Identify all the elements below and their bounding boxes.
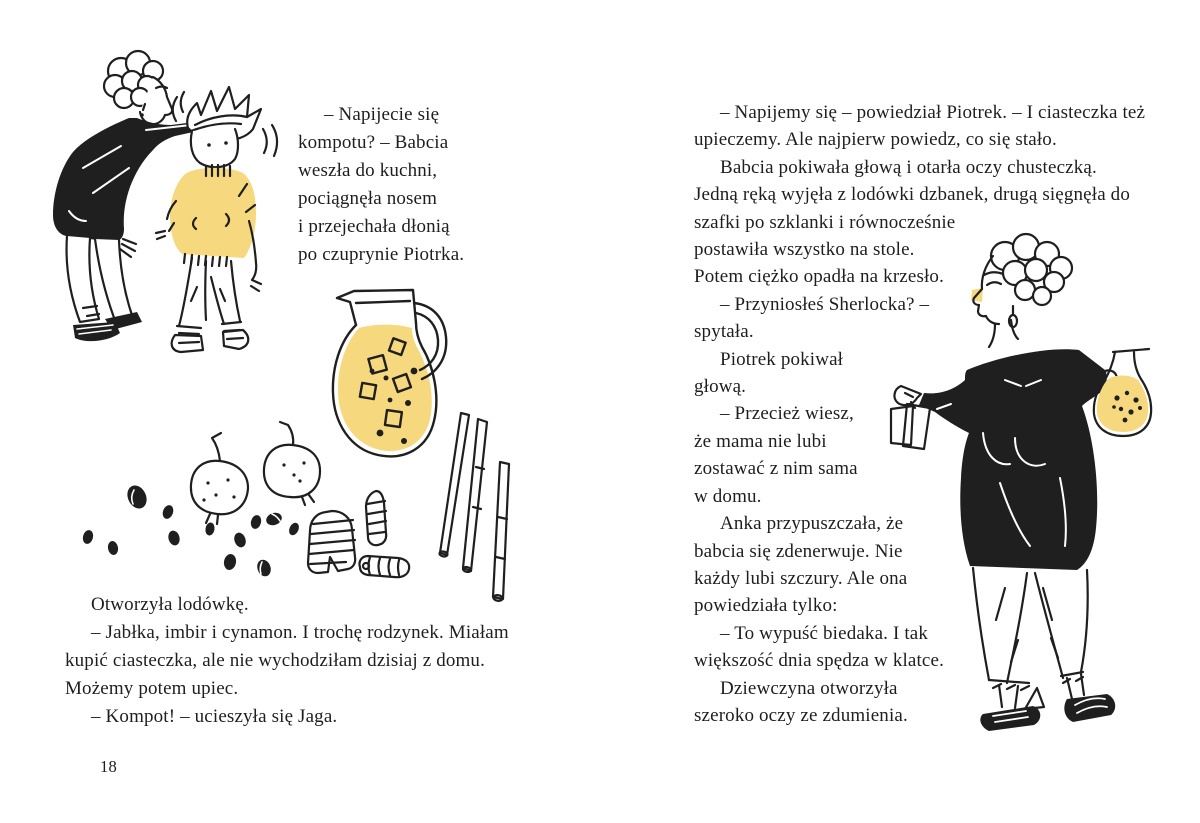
- ingredients-illustration: [58, 405, 543, 620]
- ginger-pieces: [308, 491, 409, 577]
- grandma-right-trousers: [973, 568, 1088, 708]
- text-line: – To wypuść biedaka. I tak: [720, 622, 929, 644]
- cinnamon-sticks: [439, 413, 509, 601]
- grandma-with-glasses-and-pitcher-illustration: [855, 228, 1165, 748]
- grandma-ruffling-boys-hair-illustration: [25, 25, 310, 380]
- text-line: Jedną ręką wyjęła z lodówki dzbanek, drugą sięgnęła do: [694, 184, 1130, 206]
- text-line: szeroko oczy ze zdumienia.: [694, 704, 908, 726]
- text-line: Otworzyła lodówkę.: [91, 594, 249, 615]
- text-line: – Kompot! – ucieszyła się Jaga.: [91, 706, 338, 727]
- text-line: spytała.: [694, 321, 754, 343]
- apple-1: [191, 433, 248, 524]
- text-line: w domu.: [694, 485, 762, 507]
- text-line: że mama nie lubi: [694, 430, 827, 452]
- text-line: Dziewczyna otworzyła: [720, 677, 898, 699]
- paragraph-kompot-question: [298, 101, 518, 269]
- small-compote-pitcher: [1094, 349, 1151, 436]
- text-line: większość dnia spędza w klatce.: [694, 650, 944, 672]
- text-line: – Jabłka, imbir i cynamon. I trochę rodzynek. Miałam: [91, 622, 509, 643]
- text-line: kompotu? – Babcia: [298, 132, 449, 153]
- text-line: zostawać z nim sama: [694, 458, 858, 480]
- text-line: babcia się zdenerwuje. Nie: [694, 540, 903, 562]
- text-line: po czuprynie Piotrka.: [298, 244, 465, 265]
- boy-yellow-sweater: [170, 168, 256, 258]
- text-line: pociągnęła nosem: [298, 188, 438, 209]
- text-line: i przejechała dłonią: [298, 216, 450, 237]
- text-line: weszła do kuchni,: [298, 160, 438, 181]
- grandma-right-hair: [991, 234, 1072, 305]
- text-line: – Przecież wiesz,: [720, 403, 854, 425]
- text-line: Możemy potem upiec.: [65, 678, 239, 699]
- text-line: upieczemy. Ale najpierw powiedz, co się stało.: [694, 129, 1057, 151]
- text-line: Potem ciężko opadła na krzesło.: [694, 266, 944, 288]
- text-line: – Napijemy się – powiedział Piotrek. – I ciasteczka też: [720, 102, 1146, 123]
- boy-face: [191, 129, 238, 167]
- text-line: Piotrek pokiwał: [720, 348, 844, 370]
- text-line: – Przyniosłeś Sherlocka? –: [720, 293, 930, 315]
- text-line: postawiła wszystko na stole.: [694, 239, 915, 261]
- text-line: kupić ciasteczka, ale nie wychodziłam dzisiaj z domu.: [65, 650, 485, 671]
- text-line: Babcia pokiwała głową i otarła oczy chusteczką.: [720, 156, 1097, 178]
- text-line: szafki po szklanki i równocześnie: [694, 211, 956, 233]
- paragraph-fridge: [65, 591, 555, 731]
- page-number: 18: [100, 757, 118, 776]
- page-right: [600, 0, 1200, 823]
- text-line: Anka przypuszczała, że: [720, 513, 904, 535]
- raisins: [81, 482, 300, 578]
- apple-2: [264, 422, 320, 505]
- text-line: głową.: [694, 376, 747, 398]
- earring: [1009, 306, 1017, 327]
- text-line: każdy lubi szczury. Ale ona: [694, 567, 908, 589]
- text-line: powiedziała tylko:: [694, 595, 838, 617]
- text-line: – Napijecie się: [324, 104, 440, 125]
